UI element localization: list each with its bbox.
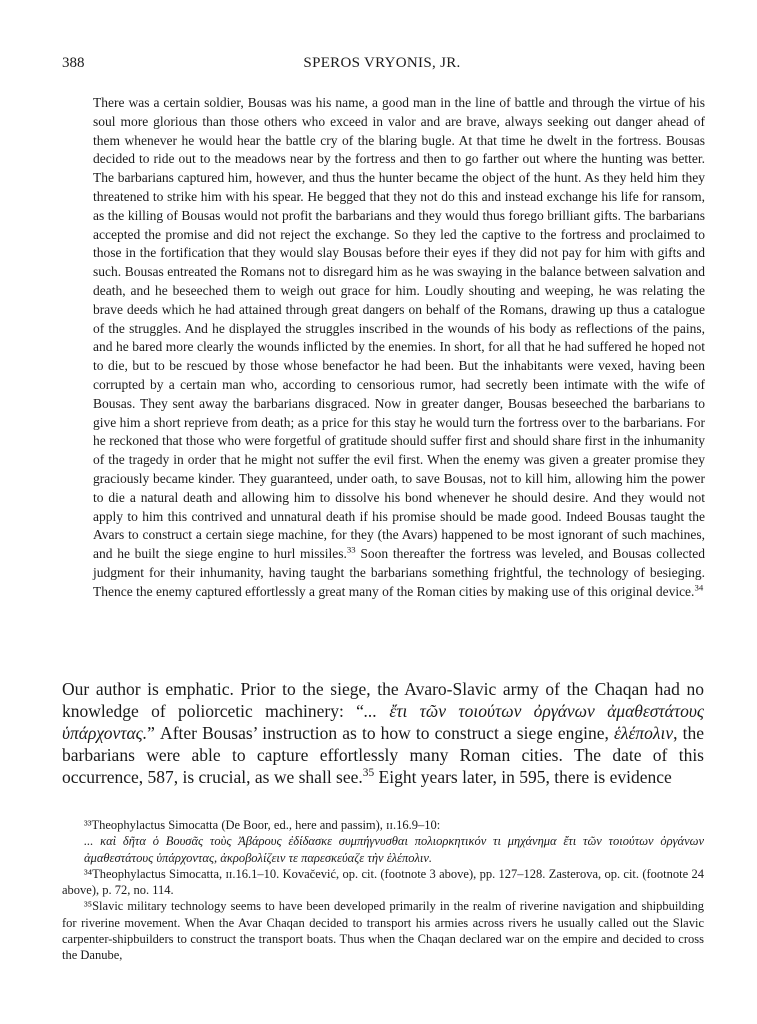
main-text-part-3: , the barbarians were able to capture effortlessly many Roman cities. The date of this occurrence, 587, is crucial, as we shall see.	[62, 723, 704, 787]
main-paragraph	[62, 678, 704, 788]
main-text-part-4: Eight years later, in 595, there is evidence	[374, 767, 672, 787]
footnote-ref-35: 35	[362, 767, 375, 780]
block-quote-paragraph	[93, 94, 705, 602]
block-quote	[93, 94, 705, 602]
footnotes	[62, 817, 704, 964]
greek-quote: ... ἔτι τῶν τοιούτων ὀργάνων ἀμαθεστάτους ὑπάρχοντας.	[62, 701, 704, 743]
greek-term: ἑλέπολιν	[614, 723, 674, 743]
footnote-33: ³³Theophylactus Simocatta (De Boor, ed., here and passim), ɪɪ.16.9–10:	[84, 818, 441, 832]
running-head: SPEROS VRYONIS, JR.	[303, 55, 461, 71]
main-text	[62, 678, 704, 788]
footnote-34: ³⁴Theophylactus Simocatta, ɪɪ.16.1–10. Kovačević, op. cit. (footnote 3 above), pp. 127–128. Zasterova, op. cit. (footnote 24 above), p. 72, no. 114.	[62, 866, 704, 898]
page-header	[62, 55, 702, 75]
main-text-part-1: Our author is emphatic. Prior to the siege, the Avaro-Slavic army of the Chaqan had no knowledge of poliorcetic machinery: “	[62, 679, 704, 721]
quote-text-2: Soon thereafter the fortress was leveled, and Bousas collected judgment for their inhumanity, having taught the barbarians something frightful, the technology of besieging. Thence the enemy captured effortlessly a great many of the Roman cities by making use of this original device.	[93, 546, 705, 599]
footnote-35: ³⁵Slavic military technology seems to have been developed primarily in the realm of riverine navigation and shipbuilding for riverine movement. When the Avar Chaqan decided to transport his armies across rivers he usually called out the Slavic carpenter-shipbuilders to construct the transport boats. Thus when the Chaqan declared war on the empire and decided to cross the Danube,	[62, 899, 704, 963]
quote-text-1: There was a certain soldier, Bousas was his name, a good man in the line of battle and through the virtue of his soul more glorious than those others who exceed in valor and are brave, always seeking out danger ahead of them whenever he would hear the battle cry of the blaring bugle. At that time he dwelt in the fortress. Bousas decided to ride out to the meadows near by the fortress and then to go farther out where the hunting was better. The barbarians captured him, however, and thus the hunter became the object of the hunt. As they held him they threatened to strike him with his spear. He begged that they not do this and instead exchange his life for ransom, as the killing of Bousas would not profit the barbarians and they would thus forego brilliant gifts. The barbarians accepted the promise and did not reject the exchange. So they led the captive to the fortress and proclaimed to those in the fortification that they would slay Bousas before their eyes if they did not pay for him with gifts and such. Bousas entreated the Romans not to disregard him as he was swaying in the balance between salvation and death, and he beseeched them to weigh out grace for him. Loudly shouting and weeping, he was relating the brave deeds which he had attained through great dangers on behalf of the Romans, drawing up thus a catalogue of the struggles. And he displayed the struggles inscribed in the wounds of his body as reflections of the pains, and he bared more clearly the wounds inflicted by the enemies. In short, for all that he had suffered he hoped not to die, but to be rescued by those whose benefactor he had been. But the inhabitants were vexed, having been corrupted by a certain man who, according to censorious rumor, had secretly been intimate with the wife of Bousas. They sent away the barbarians disgraced. Now in greater danger, Bousas beseeched the barbarians to give him a short reprieve from death; as a price for this stay he would turn the fortress over to the barbarians. For he reckoned that those who were forgetful of gratitude should suffer first and should share first in the inhumanity of the tragedy in order that he might not suffer the evil first. When the enemy was given a greater promise they graciously became kinder. They guaranteed, under oath, to save Bousas, not to kill him, allowing him the power to die a natural death and allowing him to dissolve his bond whenever he should desire. And they would not apply to him this contrived and unnatural death if his promise should be made good. Indeed Bousas taught the Avars to construct a certain siege machine, for they (the Avars) happened to be most ignorant of such machines, and he built the siege engine to hurl missiles.	[93, 95, 705, 562]
footnote-33-greek: ... καὶ δῆτα ὁ Βουσᾶς τοὺς Ἀβάρους ἐδίδασκε συμπήγνυσθαι πολιορκητικόν τι μηχάνημα ἔτι τῶν τοιούτων ὀργάνων ἀμαθεστάτους ὑπάρχοντας, ἀκροβολίζειν τε παρεσκεύαζε τὴν ἑλέπολιν.	[84, 834, 704, 865]
page-number: 388	[62, 55, 85, 71]
footnote-ref-33: 33	[346, 544, 356, 555]
footnote-ref-34: 34	[694, 582, 704, 593]
main-text-part-2: ” After Bousas’ instruction as to how to construct a siege engine,	[147, 723, 615, 743]
